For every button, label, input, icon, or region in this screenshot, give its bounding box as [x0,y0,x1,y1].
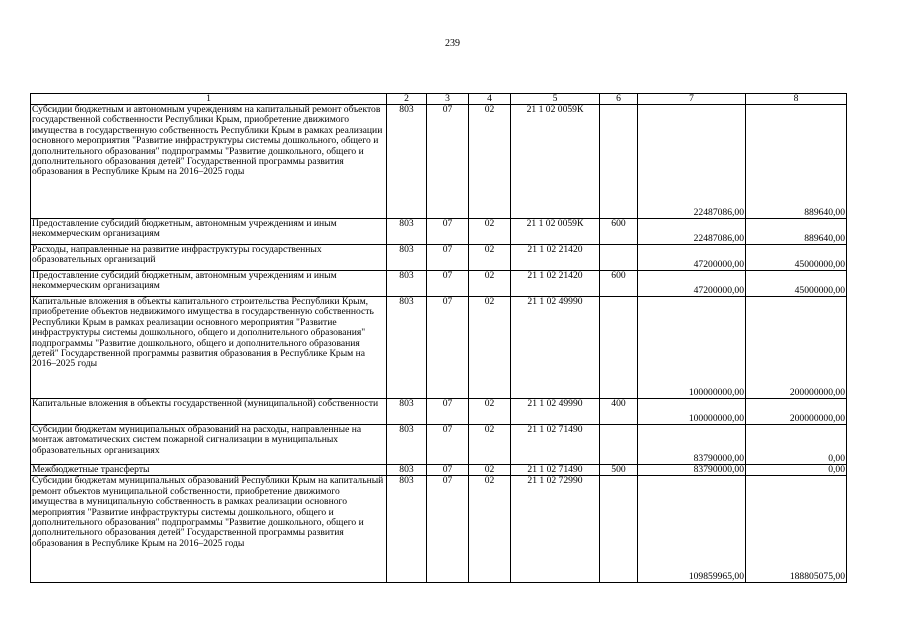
amount-col8: 45000000,00 [746,245,847,271]
amount-col8: 200000000,00 [746,399,847,425]
expense-type-code [600,245,638,271]
amount-col7: 100000000,00 [638,297,746,399]
subsection-code: 02 [469,425,511,465]
row-description: Субсидии бюджетам муниципальных образований на расходы, направленные на монтаж автоматических систем пожарной сигнализации в муниципальных образовательных организациях [31,425,387,465]
column-header-8: 8 [746,94,847,105]
table-row [31,425,847,465]
admin-code: 803 [387,465,427,476]
section-code: 07 [427,476,469,583]
row-description: Субсидии бюджетным и автономным учреждениям на капитальный ремонт объектов государственной собственности Республики Крым, приобретение движимого имущества в государственную собственность Республики Крым в рамках реализации основного мероприятия "Развитие инфраструктуры системы дошкольного, общего и дополнительного образования" подпрограммы "Развитие дошкольного, общего и дополнительного образования детей" Государственной программы развития образования в Республике Крым на 2016–2025 годы [31,105,387,219]
amount-col8: 889640,00 [746,105,847,219]
table-row [31,297,847,399]
table-row [31,399,847,425]
admin-code: 803 [387,476,427,583]
section-code: 07 [427,297,469,399]
subsection-code: 02 [469,219,511,245]
expense-type-code [600,425,638,465]
amount-col8: 889640,00 [746,219,847,245]
admin-code: 803 [387,245,427,271]
amount-col8: 0,00 [746,425,847,465]
subsection-code: 02 [469,297,511,399]
section-code: 07 [427,271,469,297]
column-header-4: 4 [469,94,511,105]
row-description: Межбюджетные трансферты [31,465,387,476]
section-code: 07 [427,105,469,219]
row-description: Предоставление субсидий бюджетным, автономным учреждениям и иным некоммерческим организациям [31,219,387,245]
target-article-code: 21 1 02 71490 [511,425,600,465]
target-article-code: 21 1 02 72990 [511,476,600,583]
subsection-code: 02 [469,465,511,476]
amount-col7: 100000000,00 [638,399,746,425]
amount-col7: 22487086,00 [638,219,746,245]
row-description: Субсидии бюджетам муниципальных образований Республики Крым на капитальный ремонт объектов муниципальной собственности, приобретение движимого имущества в муниципальную собственность в рамках реализации основного мероприятия "Развитие инфраструктуры системы дошкольного, общего и дополнительного образования" подпрограммы "Развитие дошкольного, общего и дополнительного образования детей" Государственной программы развития образования в Республике Крым на 2016–2025 годы [31,476,387,583]
admin-code: 803 [387,219,427,245]
amount-col8: 200000000,00 [746,297,847,399]
target-article-code: 21 1 02 49990 [511,297,600,399]
target-article-code: 21 1 02 71490 [511,465,600,476]
section-code: 07 [427,219,469,245]
column-header-6: 6 [600,94,638,105]
subsection-code: 02 [469,105,511,219]
section-code: 07 [427,399,469,425]
target-article-code: 21 1 02 0059К [511,219,600,245]
table-row [31,245,847,271]
amount-col7: 83790000,00 [638,425,746,465]
amount-col7: 22487086,00 [638,105,746,219]
amount-col7: 109859965,00 [638,476,746,583]
column-header-2: 2 [387,94,427,105]
admin-code: 803 [387,297,427,399]
expense-type-code [600,297,638,399]
amount-col8: 45000000,00 [746,271,847,297]
admin-code: 803 [387,105,427,219]
section-code: 07 [427,425,469,465]
amount-col7: 47200000,00 [638,245,746,271]
table-row [31,105,847,219]
section-code: 07 [427,245,469,271]
column-header-3: 3 [427,94,469,105]
amount-col7: 83790000,00 [638,465,746,476]
expense-type-code: 600 [600,219,638,245]
amount-col8: 0,00 [746,465,847,476]
target-article-code: 21 1 02 49990 [511,399,600,425]
column-header-1: 1 [31,94,387,105]
subsection-code: 02 [469,476,511,583]
expense-type-code [600,105,638,219]
admin-code: 803 [387,271,427,297]
table-row [31,465,847,476]
row-description: Капитальные вложения в объекты капитального строительства Республики Крым, приобретение объектов недвижимого имущества в государственную собственность Республики Крым в рамках реализации основного мероприятия "Развитие инфраструктуры системы дошкольного, общего и дополнительного образования" подпрограммы "Развитие дошкольного, общего и дополнительного образования детей" Государственной программы развития образования в Республике Крым на 2016–2025 годы [31,297,387,399]
table-row [31,476,847,583]
section-code: 07 [427,465,469,476]
column-header-7: 7 [638,94,746,105]
subsection-code: 02 [469,271,511,297]
subsection-code: 02 [469,399,511,425]
target-article-code: 21 1 02 21420 [511,245,600,271]
admin-code: 803 [387,425,427,465]
expense-type-code [600,476,638,583]
budget-table [30,93,847,583]
row-description: Предоставление субсидий бюджетным, автономным учреждениям и иным некоммерческим организациям [31,271,387,297]
table-row [31,219,847,245]
target-article-code: 21 1 02 21420 [511,271,600,297]
amount-col7: 47200000,00 [638,271,746,297]
subsection-code: 02 [469,245,511,271]
expense-type-code: 600 [600,271,638,297]
expense-type-code: 500 [600,465,638,476]
target-article-code: 21 1 02 0059К [511,105,600,219]
table-row [31,271,847,297]
column-header-5: 5 [511,94,600,105]
row-description: Капитальные вложения в объекты государственной (муниципальной) собственности [31,399,387,425]
header-row [31,94,847,105]
row-description: Расходы, направленные на развитие инфраструктуры государственных образовательных организаций [31,245,387,271]
admin-code: 803 [387,399,427,425]
amount-col8: 188805075,00 [746,476,847,583]
page-number: 239 [445,38,460,49]
expense-type-code: 400 [600,399,638,425]
